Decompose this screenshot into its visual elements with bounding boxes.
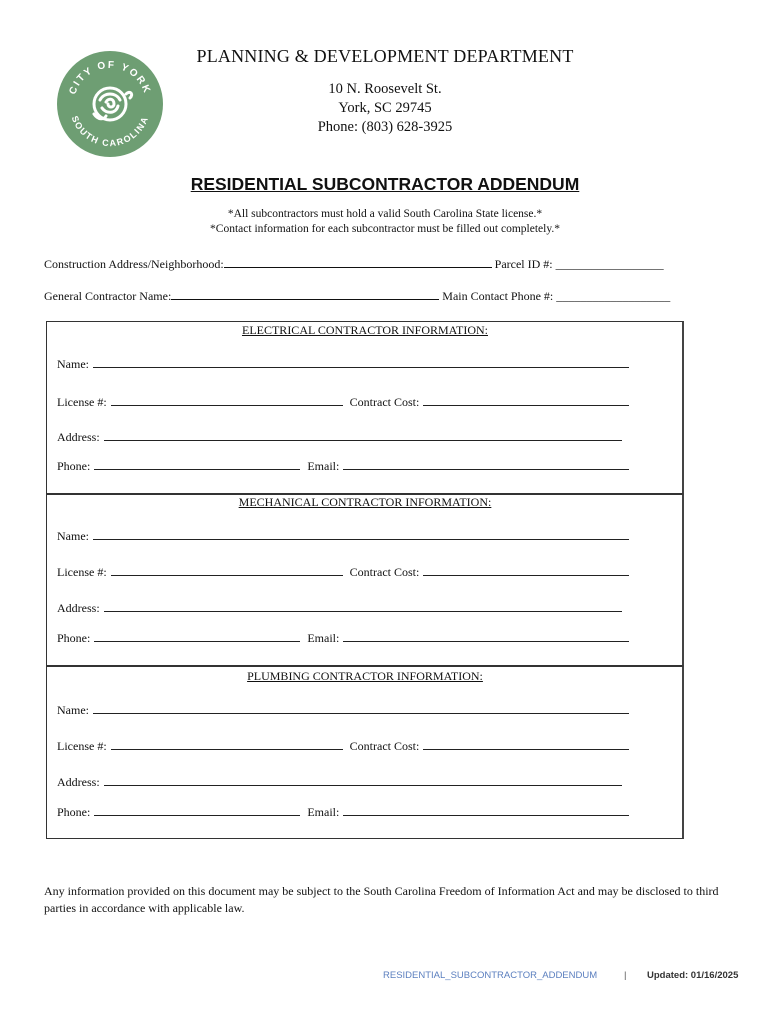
license-note: *All subcontractors must hold a valid South Carolina State license.* [227, 208, 543, 220]
general-contractor-row [44, 288, 670, 304]
plumbing-section-title: PLUMBING CONTRACTOR INFORMATION: [247, 669, 483, 683]
seal-bottom-text: SOUTH CAROLINA [69, 114, 151, 149]
electrical-address-field[interactable] [104, 430, 622, 441]
footer-updated-date: Updated: 01/16/2025 [647, 970, 739, 981]
footer-separator: | [624, 970, 627, 981]
general-contractor-field[interactable] [171, 288, 439, 300]
mechanical-address-field[interactable] [104, 601, 622, 612]
city-of-york-seal-logo [56, 50, 164, 158]
plumbing-license-row [57, 739, 629, 754]
license-label: License #: [57, 395, 107, 409]
mechanical-phone-row [57, 631, 629, 646]
email-label: Email: [307, 459, 340, 473]
contract-cost-label: Contract Cost: [349, 565, 420, 579]
mechanical-section-title: MECHANICAL CONTRACTOR INFORMATION: [238, 495, 492, 509]
electrical-email-field[interactable] [343, 459, 629, 470]
foia-disclaimer: Any information provided on this document may be subject to the South Carolina Freedom of Information Act and may be disclosed to third parties in accordance with applicable law. [44, 884, 719, 915]
electrical-phone-field[interactable] [94, 459, 300, 470]
mechanical-name-field[interactable] [93, 529, 629, 540]
main-phone-label: Main Contact Phone #: [442, 289, 554, 303]
plumbing-email-field[interactable] [343, 805, 629, 816]
electrical-address-row [57, 430, 622, 445]
mechanical-address-row [57, 601, 622, 616]
electrical-license-field[interactable] [111, 395, 343, 406]
construction-address-field[interactable] [224, 256, 492, 268]
electrical-license-row [57, 395, 629, 410]
phone-label: Phone: [57, 805, 91, 819]
name-label: Name: [57, 529, 89, 543]
department-name: PLANNING & DEVELOPMENT DEPARTMENT [196, 46, 574, 66]
mechanical-contract-cost-field[interactable] [423, 565, 629, 576]
electrical-contract-cost-field[interactable] [423, 395, 629, 406]
electrical-name-field[interactable] [93, 357, 629, 368]
name-label: Name: [57, 357, 89, 371]
department-phone: Phone: (803) 628-3925 [317, 119, 453, 135]
seal-top-text: CITY OF YORK [67, 59, 153, 97]
email-label: Email: [307, 805, 340, 819]
street-address: 10 N. Roosevelt St. [328, 81, 442, 97]
address-label: Address: [57, 430, 100, 444]
plumbing-phone-row [57, 805, 629, 820]
mechanical-license-field[interactable] [111, 565, 343, 576]
contract-cost-label: Contract Cost: [349, 395, 420, 409]
name-label: Name: [57, 703, 89, 717]
electrical-name-row [57, 357, 629, 372]
electrical-phone-row [57, 459, 629, 474]
main-phone-field[interactable]: ___________________ [556, 289, 671, 303]
electrical-section-title: ELECTRICAL CONTRACTOR INFORMATION: [241, 323, 488, 337]
plumbing-name-row [57, 703, 629, 718]
plumbing-address-row [57, 775, 622, 790]
phone-label: Phone: [57, 631, 91, 645]
city-address: York, SC 29745 [338, 100, 432, 116]
address-label: Address: [57, 601, 100, 615]
plumbing-address-field[interactable] [104, 775, 622, 786]
license-label: License #: [57, 565, 107, 579]
mechanical-phone-field[interactable] [94, 631, 300, 642]
parcel-id-label: Parcel ID #: [494, 257, 553, 271]
email-label: Email: [307, 631, 340, 645]
contract-cost-label: Contract Cost: [349, 739, 420, 753]
contact-note: *Contact information for each subcontractor must be filled out completely.* [210, 223, 560, 235]
construction-address-row [44, 256, 664, 272]
phone-label: Phone: [57, 459, 91, 473]
plumbing-contract-cost-field[interactable] [423, 739, 629, 750]
parcel-id-field[interactable]: __________________ [555, 257, 664, 271]
mechanical-email-field[interactable] [343, 631, 629, 642]
plumbing-phone-field[interactable] [94, 805, 300, 816]
construction-address-label: Construction Address/Neighborhood: [44, 257, 224, 271]
plumbing-license-field[interactable] [111, 739, 343, 750]
mechanical-name-row [57, 529, 629, 544]
form-title: RESIDENTIAL SUBCONTRACTOR ADDENDUM [190, 174, 580, 194]
address-label: Address: [57, 775, 100, 789]
general-contractor-label: General Contractor Name: [44, 289, 172, 303]
plumbing-name-field[interactable] [93, 703, 629, 714]
license-label: License #: [57, 739, 107, 753]
footer-document-name: RESIDENTIAL_SUBCONTRACTOR_ADDENDUM [383, 970, 598, 981]
mechanical-license-row [57, 565, 629, 580]
